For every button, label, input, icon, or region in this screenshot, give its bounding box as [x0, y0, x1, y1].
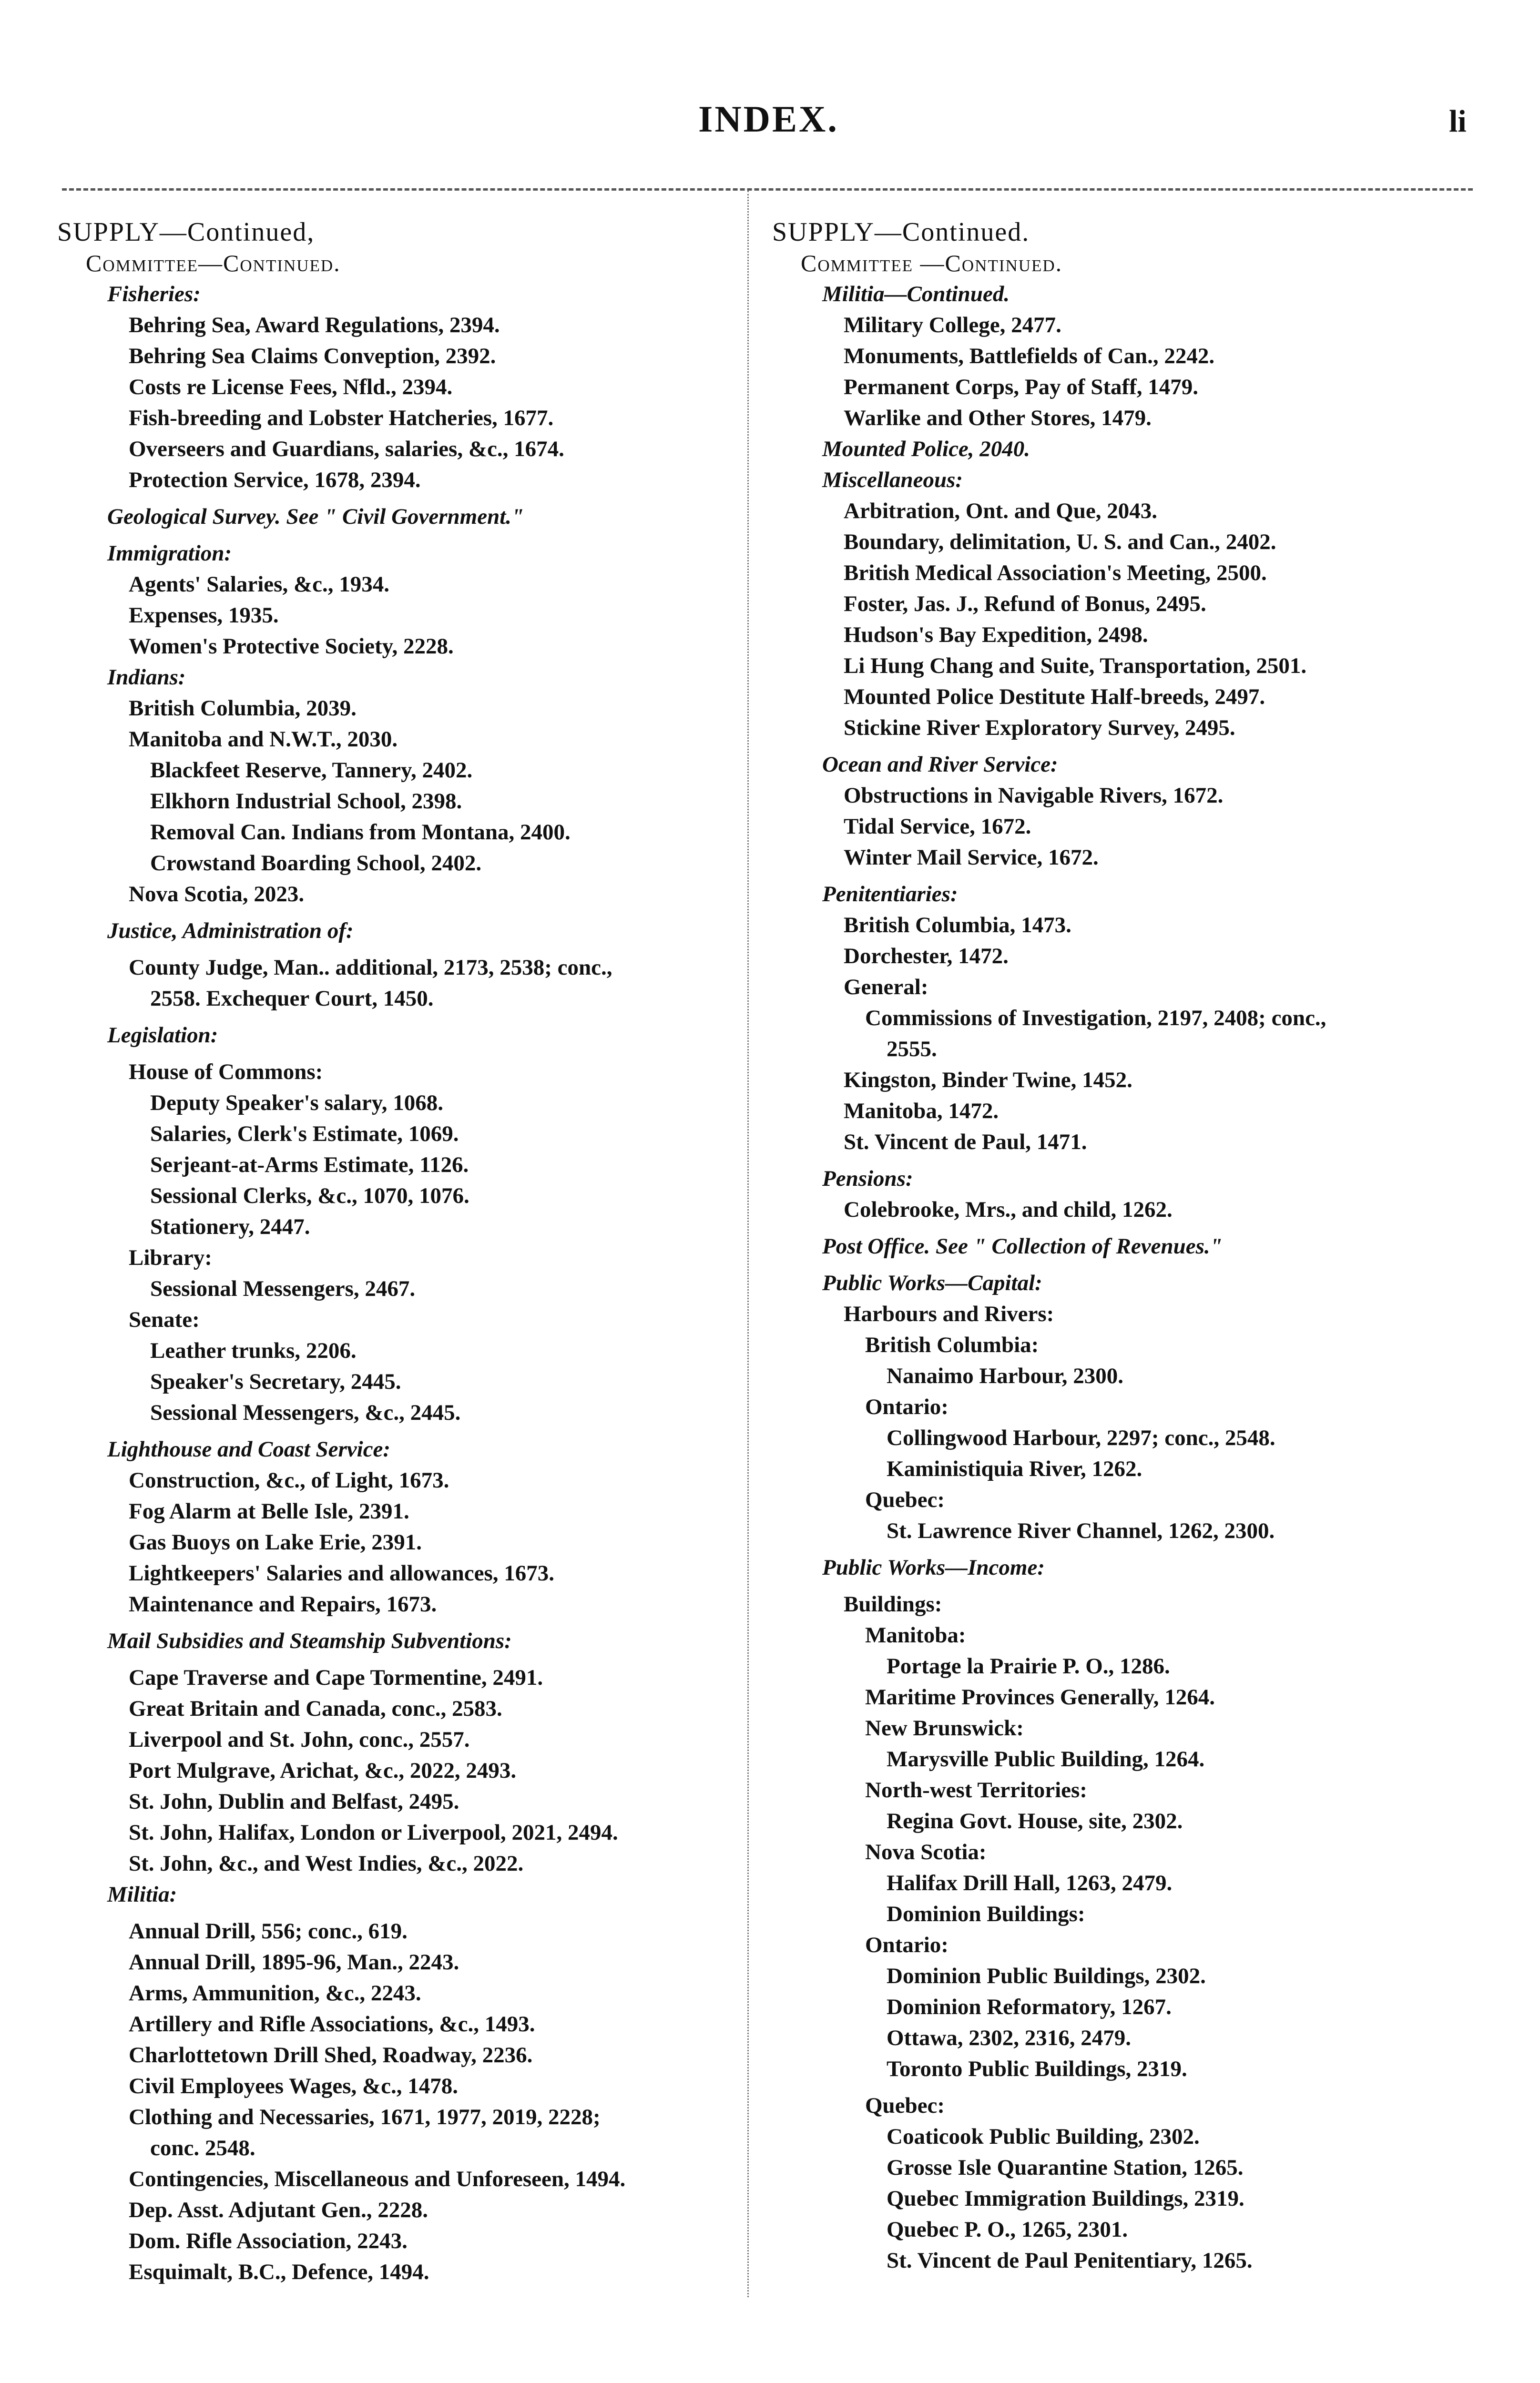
index-entry: Military College, 2477.: [844, 313, 1061, 337]
right-column: [772, 217, 1478, 2276]
index-entry: Removal Can. Indians from Montana, 2400.: [150, 820, 571, 845]
index-entry: Geological Survey. See " Civil Government.": [107, 504, 524, 529]
index-entry: Tidal Service, 1672.: [844, 814, 1031, 839]
index-entry: Pensions:: [822, 1166, 913, 1191]
index-entry: St. Lawrence River Channel, 1262, 2300.: [887, 1518, 1275, 1543]
page-number: li: [1449, 104, 1467, 139]
index-entry: Penitentiaries:: [822, 882, 958, 906]
index-entry: Quebec:: [865, 2093, 945, 2118]
index-entry: Elkhorn Industrial School, 2398.: [150, 789, 462, 814]
index-entry: Sessional Messengers, 2467.: [150, 1276, 416, 1301]
index-entry: conc. 2548.: [150, 2136, 255, 2160]
index-entry: Deputy Speaker's salary, 1068.: [150, 1090, 443, 1115]
index-entry: Portage la Prairie P. O., 1286.: [887, 1654, 1170, 1679]
index-entry: 2558. Exchequer Court, 1450.: [150, 986, 434, 1011]
index-entry: Clothing and Necessaries, 1671, 1977, 2019, 2228;: [129, 2105, 601, 2129]
page-title: INDEX.: [698, 98, 839, 140]
page-header: [0, 98, 1540, 155]
index-entry: Gas Buoys on Lake Erie, 2391.: [129, 1530, 422, 1555]
index-entry: Commissions of Investigation, 2197, 2408; conc.,: [865, 1006, 1326, 1030]
index-entry: Winter Mail Service, 1672.: [844, 845, 1099, 870]
index-entry: Immigration:: [107, 541, 232, 566]
index-entry: Dep. Asst. Adjutant Gen., 2228.: [129, 2198, 428, 2222]
index-entry: Behring Sea, Award Regulations, 2394.: [129, 313, 500, 337]
index-entry: Militia:: [107, 1882, 177, 1907]
index-entry: British Columbia:: [865, 1333, 1039, 1357]
index-entry: Monuments, Battlefields of Can., 2242.: [844, 344, 1215, 368]
index-entry: Dominion Buildings:: [887, 1902, 1085, 1926]
index-entry: Overseers and Guardians, salaries, &c., 1674.: [129, 437, 564, 461]
index-entry: Committee—Continued.: [86, 250, 341, 276]
index-entry: Harbours and Rivers:: [844, 1302, 1054, 1326]
index-entry: Ontario:: [865, 1933, 948, 1957]
index-entry: St. John, &c., and West Indies, &c., 2022.: [129, 1851, 524, 1876]
index-entry: Post Office. See " Collection of Revenues.": [822, 1234, 1223, 1259]
index-entry: St. Vincent de Paul, 1471.: [844, 1130, 1087, 1154]
index-entry: British Columbia, 2039.: [129, 696, 357, 721]
index-entry: Marysville Public Building, 1264.: [887, 1747, 1205, 1772]
index-entry: Sessional Clerks, &c., 1070, 1076.: [150, 1183, 469, 1208]
index-entry: Mounted Police, 2040.: [822, 437, 1030, 461]
index-entry: Charlottetown Drill Shed, Roadway, 2236.: [129, 2043, 533, 2067]
index-entry: Annual Drill, 1895-96, Man., 2243.: [129, 1950, 459, 1975]
index-entry: Mail Subsidies and Steamship Subventions:: [107, 1629, 512, 1653]
index-entry: Nova Scotia, 2023.: [129, 882, 305, 906]
index-entry: Nova Scotia:: [865, 1840, 987, 1864]
index-entry: New Brunswick:: [865, 1716, 1024, 1741]
index-entry: SUPPLY—Continued,: [57, 217, 315, 247]
index-entry: Public Works—Income:: [822, 1555, 1045, 1580]
index-entry: St. Vincent de Paul Penitentiary, 1265.: [887, 2248, 1253, 2273]
index-entry: Cape Traverse and Cape Tormentine, 2491.: [129, 1665, 543, 1690]
index-entry: Warlike and Other Stores, 1479.: [844, 406, 1152, 430]
index-entry: Stationery, 2447.: [150, 1214, 310, 1239]
index-entry: Ontario:: [865, 1395, 948, 1419]
index-entry: Ocean and River Service:: [822, 752, 1058, 777]
index-entry: Contingencies, Miscellaneous and Unforeseen, 1494.: [129, 2167, 626, 2191]
index-entry: Maintenance and Repairs, 1673.: [129, 1592, 437, 1617]
index-entry: Fog Alarm at Belle Isle, 2391.: [129, 1499, 409, 1524]
index-entry: Arbitration, Ont. and Que, 2043.: [844, 499, 1158, 523]
index-entry: House of Commons:: [129, 1059, 323, 1084]
index-entry: Costs re License Fees, Nfld., 2394.: [129, 375, 453, 399]
index-entry: Regina Govt. House, site, 2302.: [887, 1809, 1183, 1833]
index-entry: Quebec P. O., 1265, 2301.: [887, 2217, 1128, 2242]
index-entry: Library:: [129, 1245, 212, 1270]
index-entry: Quebec Immigration Buildings, 2319.: [887, 2186, 1244, 2211]
index-entry: Dom. Rifle Association, 2243.: [129, 2229, 408, 2253]
index-entry: Miscellaneous:: [822, 468, 963, 492]
index-entry: Maritime Provinces Generally, 1264.: [865, 1685, 1215, 1710]
index-entry: Fisheries:: [107, 282, 201, 306]
index-entry: Sessional Messengers, &c., 2445.: [150, 1400, 461, 1425]
index-entry: Kaministiquia River, 1262.: [887, 1456, 1142, 1481]
index-entry: Expenses, 1935.: [129, 603, 279, 628]
index-entry: Committee —Continued.: [801, 250, 1063, 276]
index-entry: Behring Sea Claims Conveption, 2392.: [129, 344, 496, 368]
index-entry: Blackfeet Reserve, Tannery, 2402.: [150, 758, 473, 783]
column-divider: [747, 191, 749, 2297]
left-column: [57, 217, 744, 2288]
index-entry: Dominion Reformatory, 1267.: [887, 1995, 1172, 2019]
index-entry: Permanent Corps, Pay of Staff, 1479.: [844, 375, 1199, 399]
index-entry: Coaticook Public Building, 2302.: [887, 2124, 1200, 2149]
index-entry: Toronto Public Buildings, 2319.: [887, 2057, 1187, 2081]
index-entry: St. John, Dublin and Belfast, 2495.: [129, 1789, 459, 1814]
index-entry: Quebec:: [865, 1487, 945, 1512]
index-entry: Halifax Drill Hall, 1263, 2479.: [887, 1871, 1173, 1895]
index-entry: Senate:: [129, 1307, 200, 1332]
index-entry: Manitoba:: [865, 1623, 966, 1648]
index-entry: Lightkeepers' Salaries and allowances, 1673.: [129, 1561, 555, 1586]
header-rule: [62, 188, 1473, 191]
index-entry: Artillery and Rifle Associations, &c., 1493.: [129, 2012, 535, 2037]
index-entry: Manitoba, 1472.: [844, 1099, 999, 1123]
index-entry: Dorchester, 1472.: [844, 944, 1009, 968]
index-entry: Collingwood Harbour, 2297; conc., 2548.: [887, 1426, 1275, 1450]
index-entry: Ottawa, 2302, 2316, 2479.: [887, 2026, 1132, 2050]
index-entry: Boundary, delimitation, U. S. and Can., 2402.: [844, 530, 1276, 554]
index-entry: Buildings:: [844, 1592, 942, 1617]
index-entry: British Medical Association's Meeting, 2500.: [844, 560, 1267, 585]
index-entry: Justice, Administration of:: [107, 918, 354, 943]
index-entry: Fish-breeding and Lobster Hatcheries, 1677.: [129, 406, 554, 430]
index-entry: Nanaimo Harbour, 2300.: [887, 1364, 1124, 1388]
index-entry: Public Works—Capital:: [822, 1271, 1042, 1295]
index-entry: Kingston, Binder Twine, 1452.: [844, 1068, 1132, 1092]
index-entry: SUPPLY—Continued.: [772, 217, 1030, 247]
index-entry: Arms, Ammunition, &c., 2243.: [129, 1981, 421, 2006]
index-entry: British Columbia, 1473.: [844, 913, 1071, 937]
index-entry: Obstructions in Navigable Rivers, 1672.: [844, 783, 1224, 808]
index-entry: Liverpool and St. John, conc., 2557.: [129, 1727, 470, 1752]
index-entry: Manitoba and N.W.T., 2030.: [129, 727, 398, 752]
index-entry: Salaries, Clerk's Estimate, 1069.: [150, 1121, 459, 1146]
index-entry: Grosse Isle Quarantine Station, 1265.: [887, 2155, 1244, 2180]
index-entry: Dominion Public Buildings, 2302.: [887, 1964, 1206, 1988]
index-entry: Legislation:: [107, 1023, 218, 1048]
index-entry: Stickine River Exploratory Survey, 2495.: [844, 715, 1235, 740]
index-entry: Esquimalt, B.C., Defence, 1494.: [129, 2260, 429, 2284]
index-entry: Annual Drill, 556; conc., 619.: [129, 1919, 408, 1944]
index-entry: Crowstand Boarding School, 2402.: [150, 851, 482, 876]
index-entry: Women's Protective Society, 2228.: [129, 634, 454, 659]
index-entry: Foster, Jas. J., Refund of Bonus, 2495.: [844, 591, 1206, 616]
index-entry: 2555.: [887, 1037, 937, 1061]
index-entry: Leather trunks, 2206.: [150, 1338, 357, 1363]
index-entry: Militia—Continued.: [822, 282, 1010, 306]
index-entry: General:: [844, 975, 928, 999]
index-entry: Construction, &c., of Light, 1673.: [129, 1468, 449, 1493]
index-entry: Colebrooke, Mrs., and child, 1262.: [844, 1197, 1173, 1222]
index-entry: Lighthouse and Coast Service:: [107, 1437, 391, 1462]
index-entry: Protection Service, 1678, 2394.: [129, 468, 421, 492]
index-entry: North-west Territories:: [865, 1778, 1087, 1803]
index-entry: County Judge, Man.. additional, 2173, 2538; conc.,: [129, 955, 612, 980]
index-entry: Indians:: [107, 665, 186, 690]
index-entry: Mounted Police Destitute Half-breeds, 2497.: [844, 684, 1265, 709]
index-entry: Agents' Salaries, &c., 1934.: [129, 572, 389, 597]
index-entry: St. John, Halifax, London or Liverpool, 2021, 2494.: [129, 1820, 618, 1845]
index-entry: Great Britain and Canada, conc., 2583.: [129, 1696, 502, 1721]
index-entry: Speaker's Secretary, 2445.: [150, 1369, 401, 1394]
index-entry: Port Mulgrave, Arichat, &c., 2022, 2493.: [129, 1758, 517, 1783]
index-entry: Civil Employees Wages, &c., 1478.: [129, 2074, 459, 2098]
index-entry: Hudson's Bay Expedition, 2498.: [844, 622, 1148, 647]
index-entry: Li Hung Chang and Suite, Transportation, 2501.: [844, 653, 1307, 678]
index-entry: Serjeant-at-Arms Estimate, 1126.: [150, 1152, 469, 1177]
